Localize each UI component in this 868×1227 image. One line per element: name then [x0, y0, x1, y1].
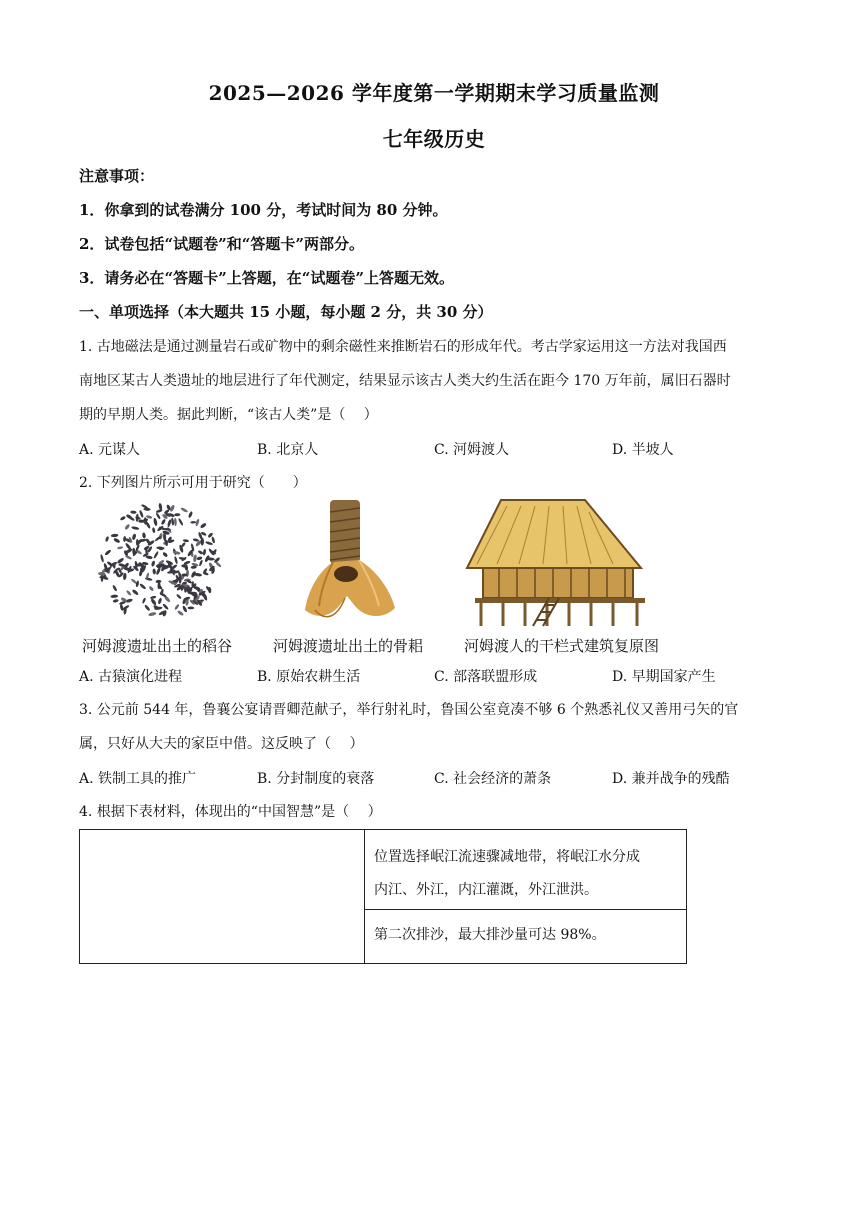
rice-grain	[104, 549, 112, 556]
rice-grain	[145, 521, 151, 529]
q3-option-d[interactable]: D. 兼并战争的残酷	[612, 771, 730, 787]
note-item-1: 1．你拿到的试卷满分 100 分，考试时间为 80 分钟。	[79, 201, 448, 219]
q3-line-1: 3. 公元前 544 年，鲁襄公宴请晋卿范献子，举行射礼时，鲁国公室竟凑不够 6 个熟悉礼仪又善用弓矢的官	[79, 702, 739, 718]
rice-grain	[142, 532, 146, 538]
note-item-2: 2．试卷包括“试题卷”和“答题卡”两部分。	[79, 235, 364, 253]
rice-grain	[174, 513, 180, 516]
rice-grain	[112, 585, 118, 592]
rice-grain	[174, 518, 177, 526]
rice-grain	[158, 503, 162, 510]
rice-grain	[125, 542, 132, 550]
rice-grain	[188, 511, 194, 518]
rice-grain	[162, 603, 169, 610]
section-heading: 一、单项选择（本大题共 15 小题，每小题 2 分，共 30 分）	[79, 303, 493, 321]
rice-grain	[125, 555, 132, 560]
rice-grain	[180, 507, 188, 513]
table-cell-sand-text: 第二次排沙，最大排沙量可达 98%。	[374, 927, 606, 943]
rice-grain	[167, 519, 172, 527]
rice-grain	[123, 573, 127, 580]
notes-heading: 注意事项：	[79, 167, 155, 185]
q3-options	[79, 768, 799, 788]
rice-grain	[205, 541, 213, 546]
rice-grain	[150, 595, 157, 599]
table-cell-location	[365, 830, 687, 910]
caption-stilt-house: 河姆渡人的干栏式建筑复原图	[464, 637, 660, 655]
rice-grain	[155, 512, 161, 519]
q2-options	[79, 666, 799, 686]
rice-grain	[119, 604, 124, 611]
rice-grain	[177, 610, 184, 617]
q3-line-2: 属，只好从大夫的家臣中借。这反映了（ ）	[79, 736, 364, 752]
q1-option-b[interactable]: B. 北京人	[257, 442, 319, 458]
q2-stem: 2. 下列图片所示可用于研究（ ）	[79, 475, 307, 491]
rice-grain	[183, 539, 190, 543]
rice-grain	[160, 518, 166, 525]
rice-grain	[178, 518, 184, 526]
rice-grain	[171, 517, 175, 525]
rice-grain	[203, 549, 207, 556]
rice-grain	[151, 560, 156, 567]
table-cell-line-1: 位置选择岷江流速骤减地带，将岷江水分成	[374, 849, 640, 865]
rice-grain	[155, 580, 161, 584]
rice-grain	[131, 589, 139, 596]
rice-grain	[120, 516, 127, 521]
table-empty-cell	[80, 830, 365, 964]
rice-grain	[145, 577, 153, 581]
rice-grain	[211, 536, 215, 543]
rice-grain	[146, 515, 153, 519]
rice-grain	[113, 599, 119, 603]
q2-option-a[interactable]: A. 古猿演化进程	[79, 669, 183, 685]
caption-bone-spade: 河姆渡遗址出土的骨耜	[273, 637, 424, 655]
q1-line-2: 南地区某古人类遗址的地层进行了年代测定，结果显示该古人类大约生活在距今 170 万年前，属旧石器时	[79, 373, 731, 389]
rice-grain	[123, 536, 126, 542]
q2-option-b[interactable]: B. 原始农耕生活	[257, 669, 361, 685]
material-table	[79, 829, 687, 964]
rice-grain	[144, 604, 151, 611]
q4-stem: 4. 根据下表材料，体现出的“中国智慧”是（ ）	[79, 804, 382, 820]
rice-grain	[176, 593, 182, 599]
rice-grain	[182, 605, 188, 613]
rice-grain	[127, 515, 135, 521]
rice-grain	[200, 522, 207, 529]
rice-grain	[174, 556, 178, 564]
rice-grain	[131, 526, 139, 530]
q1-option-c[interactable]: C. 河姆渡人	[434, 442, 510, 458]
rice-grain	[199, 559, 204, 566]
caption-rice: 河姆渡遗址出土的稻谷	[82, 637, 233, 655]
rice-grain	[142, 597, 147, 604]
rice-grain	[100, 554, 104, 563]
rice-grain	[153, 551, 159, 559]
rice-grain	[132, 533, 137, 540]
rice-grain	[148, 586, 154, 592]
table-cell-line-2: 内江、外江，内江灌溉，外江泄洪。	[374, 882, 598, 898]
rice-grain	[193, 554, 197, 562]
rice-grain	[143, 508, 150, 511]
exam-title: 2025—2026 学年度第一学期期末学习质量监测	[208, 81, 660, 105]
q2-option-d[interactable]: D. 早期国家产生	[612, 669, 716, 685]
rice-grain	[174, 604, 180, 611]
table-cell-sand	[365, 910, 687, 964]
q3-option-a[interactable]: A. 铁制工具的推广	[79, 771, 197, 787]
rice-grain	[124, 523, 130, 530]
rice-grain	[197, 550, 203, 555]
rice-grain	[111, 534, 119, 538]
note-item-3: 3．请务必在“答题卡”上答题，在“试题卷”上答题无效。	[79, 269, 454, 287]
q1-line-1: 1. 古地磁法是通过测量岩石或矿物中的剩余磁性来推断岩石的形成年代。考古学家运用这一方法对我国西	[79, 339, 727, 355]
rice-grain	[152, 568, 156, 574]
rice-grain	[153, 518, 158, 527]
rice-grain	[116, 557, 124, 564]
rice-grain	[187, 606, 194, 609]
rice-grain	[157, 597, 162, 604]
q1-option-a[interactable]: A. 元谋人	[79, 442, 141, 458]
rice-grain	[139, 510, 144, 518]
rice-grain	[113, 537, 121, 543]
q2-option-c[interactable]: C. 部落联盟形成	[434, 669, 538, 685]
rice-grain	[179, 576, 182, 584]
rice-grain	[110, 594, 118, 598]
exam-subtitle: 七年级历史	[382, 127, 486, 151]
q1-options	[79, 439, 799, 459]
q3-option-b[interactable]: B. 分封制度的衰落	[257, 771, 375, 787]
rice-grain	[148, 612, 157, 617]
q3-option-c[interactable]: C. 社会经济的萧条	[434, 771, 552, 787]
rice-grain	[139, 583, 147, 590]
rice-grain	[150, 598, 157, 606]
rice-grain	[126, 590, 132, 596]
q1-line-3: 期的早期人类。据此判断，“该古人类”是（ ）	[79, 407, 378, 423]
bone-spade-image	[303, 498, 403, 628]
rice-grain	[105, 536, 110, 542]
rice-grain	[135, 580, 139, 587]
rice-grains-image	[83, 498, 235, 628]
rice-grain	[162, 551, 168, 557]
rice-grain	[152, 527, 156, 533]
stilt-house-image	[463, 498, 651, 628]
rice-grain	[190, 521, 196, 524]
rice-grain	[155, 508, 163, 513]
q1-option-d[interactable]: D. 半坡人	[612, 442, 674, 458]
rice-grain	[130, 510, 136, 514]
rice-grain	[117, 546, 123, 550]
